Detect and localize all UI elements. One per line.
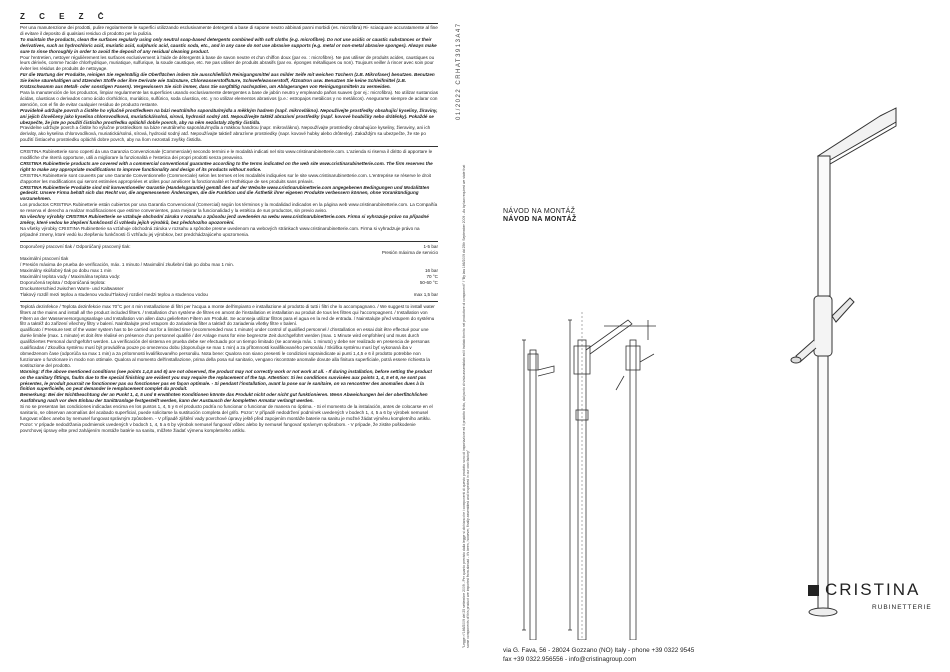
address-line-1: via G. Fava, 56 - 28024 Gozzano (NO) Italy - phone +39 0322 9545 — [503, 647, 695, 654]
spec-value: 50-60 °C — [419, 279, 438, 285]
brand-subtitle: RUBINETTERIE — [872, 604, 932, 611]
address-line-2: fax +39 0322.956556 - info@cristinagroup.com — [503, 656, 637, 663]
warranty-paragraph: Na všechny výrobky CRISTINA Rubinetterie se vztahuje obchodní záruka v rozsahu a způsobu jenž uvedeném na webu www.cristinarubinetterie.com. Firma si vyhrazuje právo na případné změny, které vedou ke zlepšení funkčnosti či vzhledu jejích výrobků, bez předchozího upozornění. — [20, 214, 429, 225]
divider — [20, 146, 438, 147]
notes-paragraph: Bemerkung: Bei der Nichtbeachtung der an Punkt 1, 4, 5 und 6 erwähnten Konditionen könnte das Produkt nicht oder nicht gut funktionieren. Wenn Abweichungen bei der oberflächlichen Ausführung nach vor dem Einbau der Sanitäranlage festgestellt werden, kann der Austausch der kompletten Armatur verlangt werden. — [20, 392, 428, 404]
notes-paragraph: Teplotá dezinfekce / Teplota dezinfekcie max 70°C per 4 min Installazione di filtri per l'acqua a monte dell'impianto e installazione al prodotto di tutti i filtri che lo accompagnano. / We suggest to install water filters at the mains and install all the product included filters. / Installation d'un système de filtres en amont de l'installation et installation au produit de tous les filtres qui l'accompagnent. / Installation von Filtern an der Wasserversorgungsanlage und Installation von allen dazu gelieferten Filtern am Produkt. Se aconseja utilizar filtros para el agua en la red de entrada. / Nainstalujte před vstupem do systému filtr a taktéž do zařízení všechny filtry v balení. Nainštalujte pred vstupom do zariadenia filter a taktiež do zariadenia všetky filtre v balení. — [20, 303, 435, 327]
cleaning-section — [20, 25, 438, 143]
brand-name: CRISTINA — [825, 580, 921, 599]
warranty-paragraph: CRISTINA Rubinetterie sono coperti da una Garanzia Convenzionale (Commerciale) secondo termini e le modalità indicati nel sito www.cristinarubinetterie.com. L'azienda si riserva il diritto di apportare le modifiche che riterrà opportune, utili a migliorare la funzionalità e l'estetica dei propri prodotti senza preavviso. — [20, 149, 433, 161]
warranty-paragraph: Los productos CRISTINA Rubinetterie están cubiertos por una Garantía Convencional (Comercial) según los términos y la modalidad indicados en la página web www.cristinarubinetterie.com. La Compañía se reserva el derecho a realizar modificaciones que estime convenientes, para mejorar la funcionalidad y la estética de sus productos, sin previo aviso. — [20, 202, 438, 214]
spec-label: Maximální pracovní tlak — [20, 255, 69, 261]
spec-label: Doporučená teplota / Odporúčaná teplota: — [20, 279, 106, 285]
cleaning-paragraph: Pravidelně udržujte povrch a čistěte ho výlučně prostředkem na bázi neutrálního saponátu/mýdla a měkkým hadrem (např. mikrovlákno). Nepoužívejte prostředky obsahující kyseliny, žíraviny, ani jejich člověčeny jako kyselina chlorovodíková, muriatická/solná, sírová, hydroxid sodný atd. Nepoužívejte taktéž abrazivní prostředky (např. kovové houbičky nebo drátěnky). Pokaždé se ubezpečte, že jste po použití čisticího prostředku opláchli dobře povrch, aby na něm nezůstaly zbytky čistidla. — [20, 107, 438, 125]
spec-value: max 1,5 bar — [413, 291, 438, 297]
instructions-column — [20, 12, 438, 660]
spec-value: 1-5 bar — [423, 243, 438, 249]
cleaning-paragraph: Per una manutenzione dei prodotti, pulire regolarmente le superfici utilizzando esclusivamente detergenti a base di sapone neutro abbinati panni morbidi (es. microfibra) Ri- sciacquare accuratamente al fine di evitare il deposito di qualsiasi residuo di prodotto per la pulizia. — [20, 25, 438, 36]
spec-label: Maximální teplota vody / Maximálna teplota vody: — [20, 273, 121, 279]
spec-label: Doporučený pracovní tlak / Odporúčaný pracovný tlak: — [20, 243, 131, 249]
cleaning-paragraph: Pour l'entretien, nettoyer régulièrement les surfaces exclusivement à l'aide de détergents à base de savon neutre et d'un chiffon doux (par ex. : microfibre). Ne pas utiliser de produits acides, caustiques ou leurs dérivés, comme l'acide chlorhydrique, muriatique, sulfurique, la soude caustique, etc. Ne pas utiliser de produits abrasifs (par ex. éponges métalliques ou non). Toujours veiller à rincer avec soin pour éviter les résidus de produits de nettoyage. — [20, 54, 435, 72]
cleaning-paragraph: To maintain the products, clean the surfaces regularly using only neutral soap-based detergents combined with soft cloths (e.g. microfibre). Do not use acidic or caustic substances or their derivatives, such as hydrochloric acid, muriatic acid, sulphuric acid, caustic soda, etc., and in any case do not use abrasive supports (e.g. metal or non-metal abrasive sponges). Always make sure to rinse thoroughly in order to avoid the deposit of any residual cleaning product. — [20, 36, 437, 54]
spec-value: 16 bar — [424, 267, 438, 273]
divider — [20, 241, 438, 242]
spec-row — [20, 292, 438, 298]
notes-paragraph: qualificato / Pressure test of the water system has to be carried out for a limited time (recommended max 1 minute) under control of qualified personnel / d'installation en essai doit être effectué pour une durée limitée (max. 1 minute) et doit être réalisé en présence d'un personnel qualifié / der Anlage muss für eine begrenzte Zeit durchgeführt werden (max. 1 Minute wird empfohlen) und muss durch qualifiziertes Personal durchgeführt werden. La verificación del sistema en prueba debe ser efectuado por un tiempo limitado (se aconseja máx. 1 minuto) y debe ser realizado en presencia de personas cualificadas / Zkouška systému musí být prováděna pouze po omezenou dobu (doporučuje se max 1 min) a za přítomnosti kvalifikovaného personálu / Skúška systému musí byť vykonaná iba v obmedzenom čase (odporúča sa max 1 min) a za prítomnosti kvalifikovaného personálu. Nota bene: Qualora non siano presenti le condizioni sopraindicate ai punti 1,4,5 e 6 il prodotto potrebbe non funzionare o funzionare in modo non ottimale. Qualora al momento dell'installazione, prima della posa sul sanitario, vengano riscontrate anomalie dovute alla finitura superficiale, potrà essere richiesta la sostituzione del prodotto. — [20, 327, 430, 368]
spec-label: Maximálny skúšobný tlak po dobu max 1 min — [20, 267, 112, 273]
spec-label: Tlakový rozdíl mezi teplou a studenou vodou/Tlakový rozdiel medzi teplou a studenou vodou — [20, 291, 208, 297]
notes-paragraph: Si no se presentan las condiciones indicadas encima en los puntos 1, 4, 5 y 6 el producto podría no funcionar o funcionar de manera no óptima. - Si el momento de la instalación, antes de colocarse en el sanitario, se observan anomalías del acabado superficial, puede solicitarse la sustitución completa del grifo. Pozor: V případě nedodržení podmínek uvedených v bodech 1, 4, 5 a 6 by výrobek nemusel fungovat vůbec anebo by nemusel fungovat správným způsobem. - V případě zjištění vady povrchové úpravy ještě před zapojením montáže baterie na sanitu je možné žádat výměnu kompletního artiklu. Pozor: V prípade nedodržania podmienok uvedených v bodoch 1, 4, 5 a 6 by výrobok nemusel fungovať vôbec alebo by nemusel fungovať správnym spôsobom. - V prípade, že zistite poškodenie povrchovej úpravy ešte pred zahájením montáže batérie na sanitu, môžete žiadať výmenu kompletného artiklu. — [20, 404, 433, 433]
faucet-3d-illustration — [760, 60, 900, 620]
brand-logo — [808, 580, 920, 600]
manual-title — [503, 208, 576, 224]
language-header: Z C E Z Č — [20, 12, 438, 24]
title-line-1: NÁVOD NA MONTÁŽ — [503, 208, 576, 215]
logo-square-icon — [808, 585, 819, 596]
technical-drawing — [520, 310, 670, 640]
notes-section — [20, 304, 438, 434]
specs-section — [20, 244, 438, 298]
warranty-paragraph: CRISTINA Rubinetterie products are covered with a commercial conventional guarantee according to the terms indicated on the web site www.cristinarubinetterie.com. The firm reserves the right to make any appropriate modifications to improve functionality and design of its products without notice. — [20, 160, 433, 172]
legal-note: "Legge n°166/2009 del 25 settembre 2009 - Per quanto previsto dalla legge si dichiara che i componenti di questo prodotto sono di importazione ed il prodotto finito, dal punto di vista assemblato ed il trattato fornito nel produttore di componenti" / "By law 166/2009 dd 25th September 2009 - As by law required we state that some components of this product are imported from abroad - it's been, however, finally assembled and inspected in our own factory" — [462, 164, 471, 648]
warranty-paragraph: CRISTINA Rubinetterie Produkte sind mit konventioneller Garantie (Handelsgarantie) gemäß den auf der Website www.cristinarubinetterie.com angegebenen Bedingungen und Modalitäten gedeckt. Unsere Firma behält sich das Recht vor, die angemessenen Änderungen, die die Funktion und die Ästhetik ihrer eigenen Produkte verbessern können, ohne Vorankündigung vorzunehmen. — [20, 184, 430, 202]
cleaning-paragraph: Für die Wartung der Produkte, reinigen Sie regelmäßig die Oberflächen indem Sie ausschließlich Reinigungsmittel aus milder Seife mit weichen Tüchern (z.B. Mikrofaser) benutzen. Benutzen Sie keine säurehaltigen und ätzenden Stoffe oder ihre Derivate wie Salzsäure, Chlorwasserstoffsäure, Schwefelwasserstoff, Ätznatron usw. Benutzen Sie keine Schleifmittel (z.B. Kratzschwamm aus Metall- oder sonstigen Fasern). Vergewissern Sie sich immer, dass Sie sorgfältig nachspülen, um Ablagerungen von Reinigungsmitteln zu vermeiden. — [20, 72, 435, 90]
document-code: 01/2022 CRHAT3913A47 — [456, 22, 462, 120]
spec-value: Presión máxima de servicio — [381, 249, 438, 255]
title-line-2: NÁVOD NA MONTÁŽ — [503, 216, 577, 223]
spec-label: Druckunterschied zwischen Warm- und Kaltwasser — [20, 285, 124, 291]
warranty-paragraph: Na všetky výrobky CRISTINA Rubinetterie sa vzťahuje obchodná záruka v rozsahu a spôsobe presne uvedenom na webových stránkach www.cristinarubinetterie.com. Firma si vyhradzuje právo na prípadné zmeny, ktoré vedú ku zlepšeniu funkčnosti či vzhľadu jej výrobkov, bez predchádzajúceho upozornenia. — [20, 225, 420, 237]
company-address — [503, 646, 694, 664]
warranty-paragraph: CRISTINA Rubinetterie sont couverts par une Garantie Conventionnelle (Commerciale) selon les termes et les modalités indiquées sur le site www.cristinarubinetterie.com. L'entreprise se réserve le droit d'apporter les modifications qui seront estimées appropriées et utiles pour améliorer la fonctionnalité et l'esthétique de ses produits sans préavis. — [20, 172, 431, 184]
warranty-section — [20, 149, 438, 238]
divider — [20, 301, 438, 302]
cleaning-paragraph: Pravidelne udržujte povrch a čistite ho výlučne prostriedkom na báze neutrálneho saponátu/mydla a mäkkou handrou (napr. mikrovlákno). Nepoužívajte prostriedky obsahujúce kyseliny, žieraviny, ani ich deriváty, ako kyselina chlorovodíková, muriatická/solná, sírová, hydroxid sodný atď. Nepoužívajte taktiež abrazívne prostriedky (napr. kovové hubky alebo drôtenky). Zakaždým sa ubezpečte, že ste po použití čistiaceho prostriedku opláchli dobre povrch, aby na ňom nezostali zvyšky čistidla. — [20, 125, 431, 143]
cleaning-paragraph: Para la manutención de los productos, limpiar regularmente las superficies usando exclusivamente detergentes a base de jabón neutro y empleando paños suaves (por ej.: microfibra). No utilizar sustancias ácidas, cáusticas o derivados como ácido clorhídrico, muriático, sulfúrico, soda cáustica, etc. y no utilizar elementos abrasivos (p.e.: estropajos metálicos y no metálicos). Asegurarse siempre de aclarar con atención, con el fin de evitar cualquier residuo de producto restante. — [20, 89, 438, 107]
spec-label: / Presión máxima de prueba de verificación, máx. 1 minuto / Maximální zkušební tlak po dobu max 1 min. — [20, 261, 234, 267]
spec-value: 70 °C — [426, 273, 438, 279]
notes-paragraph: Warning: If the above mentioned conditions (see points 1,4,5 and 6) are not observed, the product may not correctly work or not work at all. - If during installation, before setting the product on the sanitary fittings, faults due to the special finishing are evident you may require the replacement of the tap. Attention: Si les conditions susvisées aux points 1, 4, 5 et 6, ne sont pas présentes, le produit pourrait ne fonctionner pas ou fonctionner pas en façon optimale. - Si pendant l'installation, avant la pose sur le sanitaire, on va rencontrer des anomalies dues à la finition superficielle, on peut demander le remplacement complet du produit. — [20, 368, 432, 392]
